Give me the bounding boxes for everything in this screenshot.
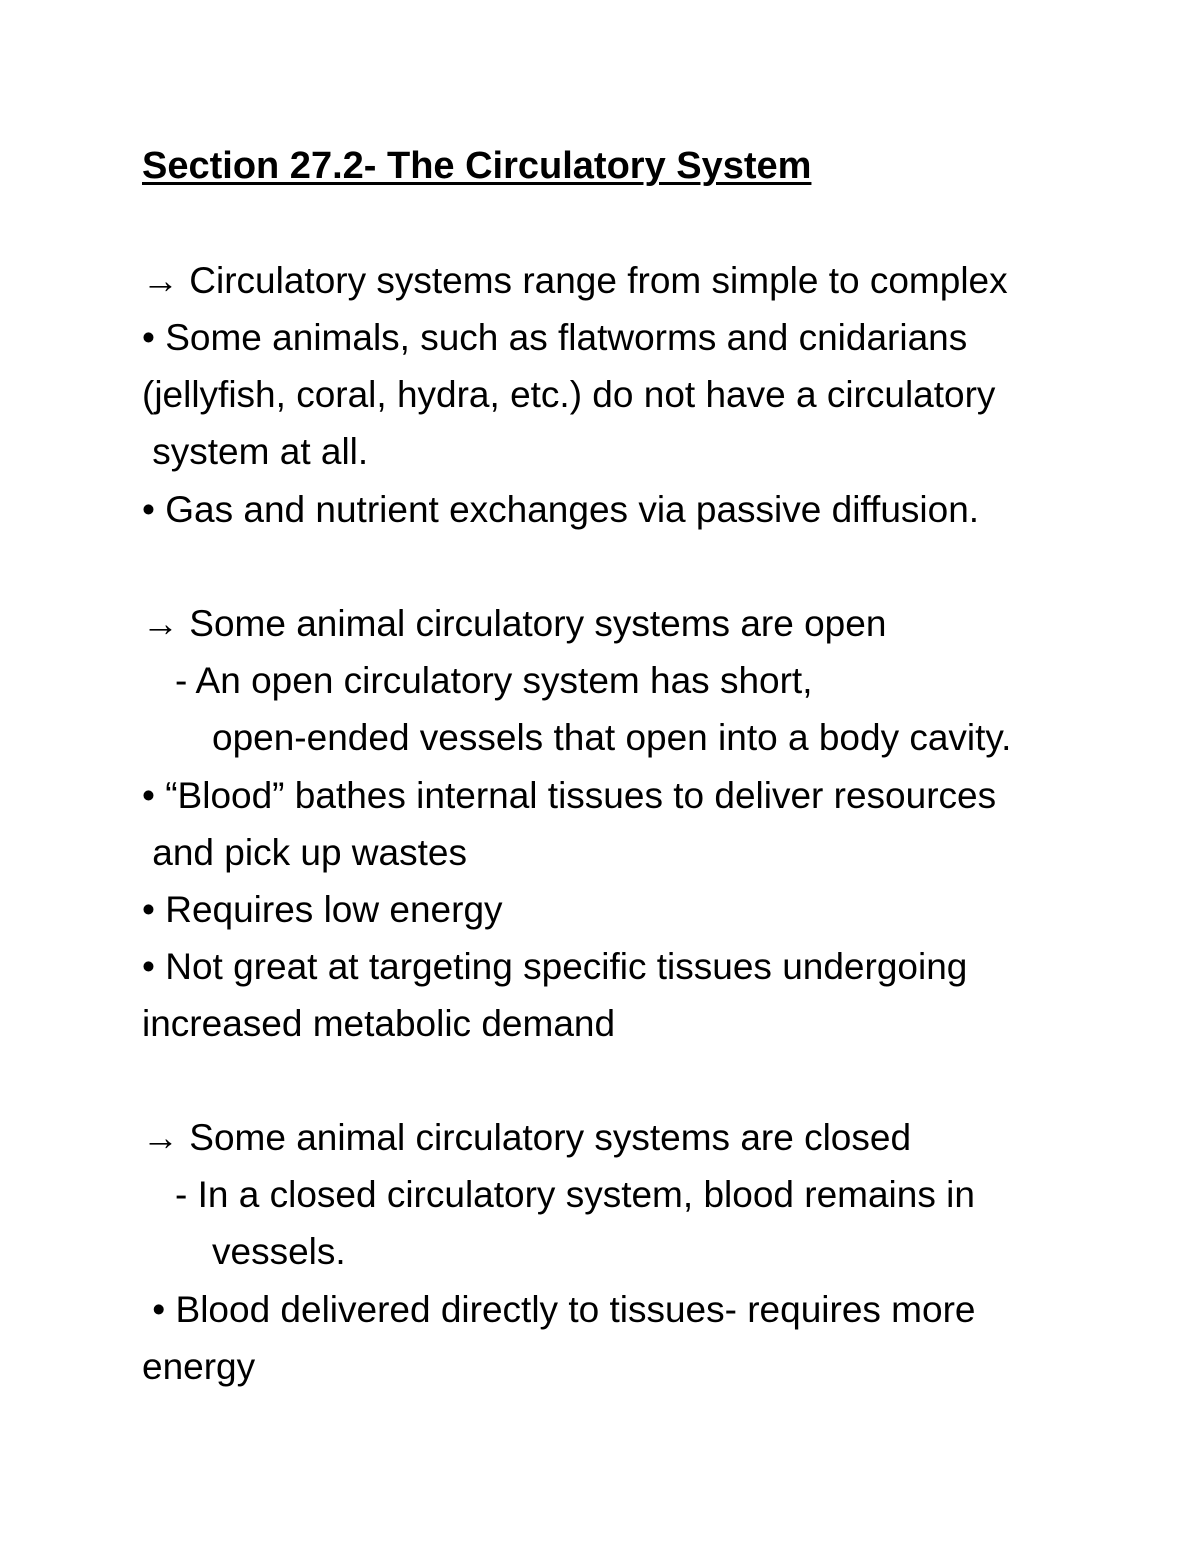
section-1-bullet-2: • Gas and nutrient exchanges via passive diffusion. <box>142 489 980 530</box>
section-3-dash-item-cont: vessels. <box>212 1231 346 1272</box>
section-2-bullet-3: • Not great at targeting specific tissues undergoing <box>142 946 968 987</box>
section-2-dash-item-cont: open-ended vessels that open into a body cavity. <box>212 717 1012 758</box>
section-2-dash-item: - An open circulatory system has short, <box>175 660 813 701</box>
section-title: Section 27.2- The Circulatory System <box>142 145 812 187</box>
section-3-dash-item: - In a closed circulatory system, blood remains in <box>175 1174 975 1215</box>
section-2-bullet-1-cont: and pick up wastes <box>142 832 467 873</box>
section-1-bullet-1-cont: (jellyfish, coral, hydra, etc.) do not have a circulatory <box>142 374 996 415</box>
section-3-heading: → Some animal circulatory systems are closed <box>142 1117 912 1158</box>
section-3-bullet-1: • Blood delivered directly to tissues- requires more <box>142 1289 976 1330</box>
section-1-bullet-1: • Some animals, such as flatworms and cnidarians <box>142 317 968 358</box>
section-2-bullet-2: • Requires low energy <box>142 889 503 930</box>
section-3-bullet-1-cont: energy <box>142 1346 256 1387</box>
section-1-heading: → Circulatory systems range from simple to complex <box>142 260 1008 301</box>
section-2-bullet-3-cont: increased metabolic demand <box>142 1003 616 1044</box>
section-2-heading: → Some animal circulatory systems are open <box>142 603 887 644</box>
section-1-bullet-1-cont-2: system at all. <box>142 431 369 472</box>
section-2-bullet-1: • “Blood” bathes internal tissues to deliver resources <box>142 775 997 816</box>
